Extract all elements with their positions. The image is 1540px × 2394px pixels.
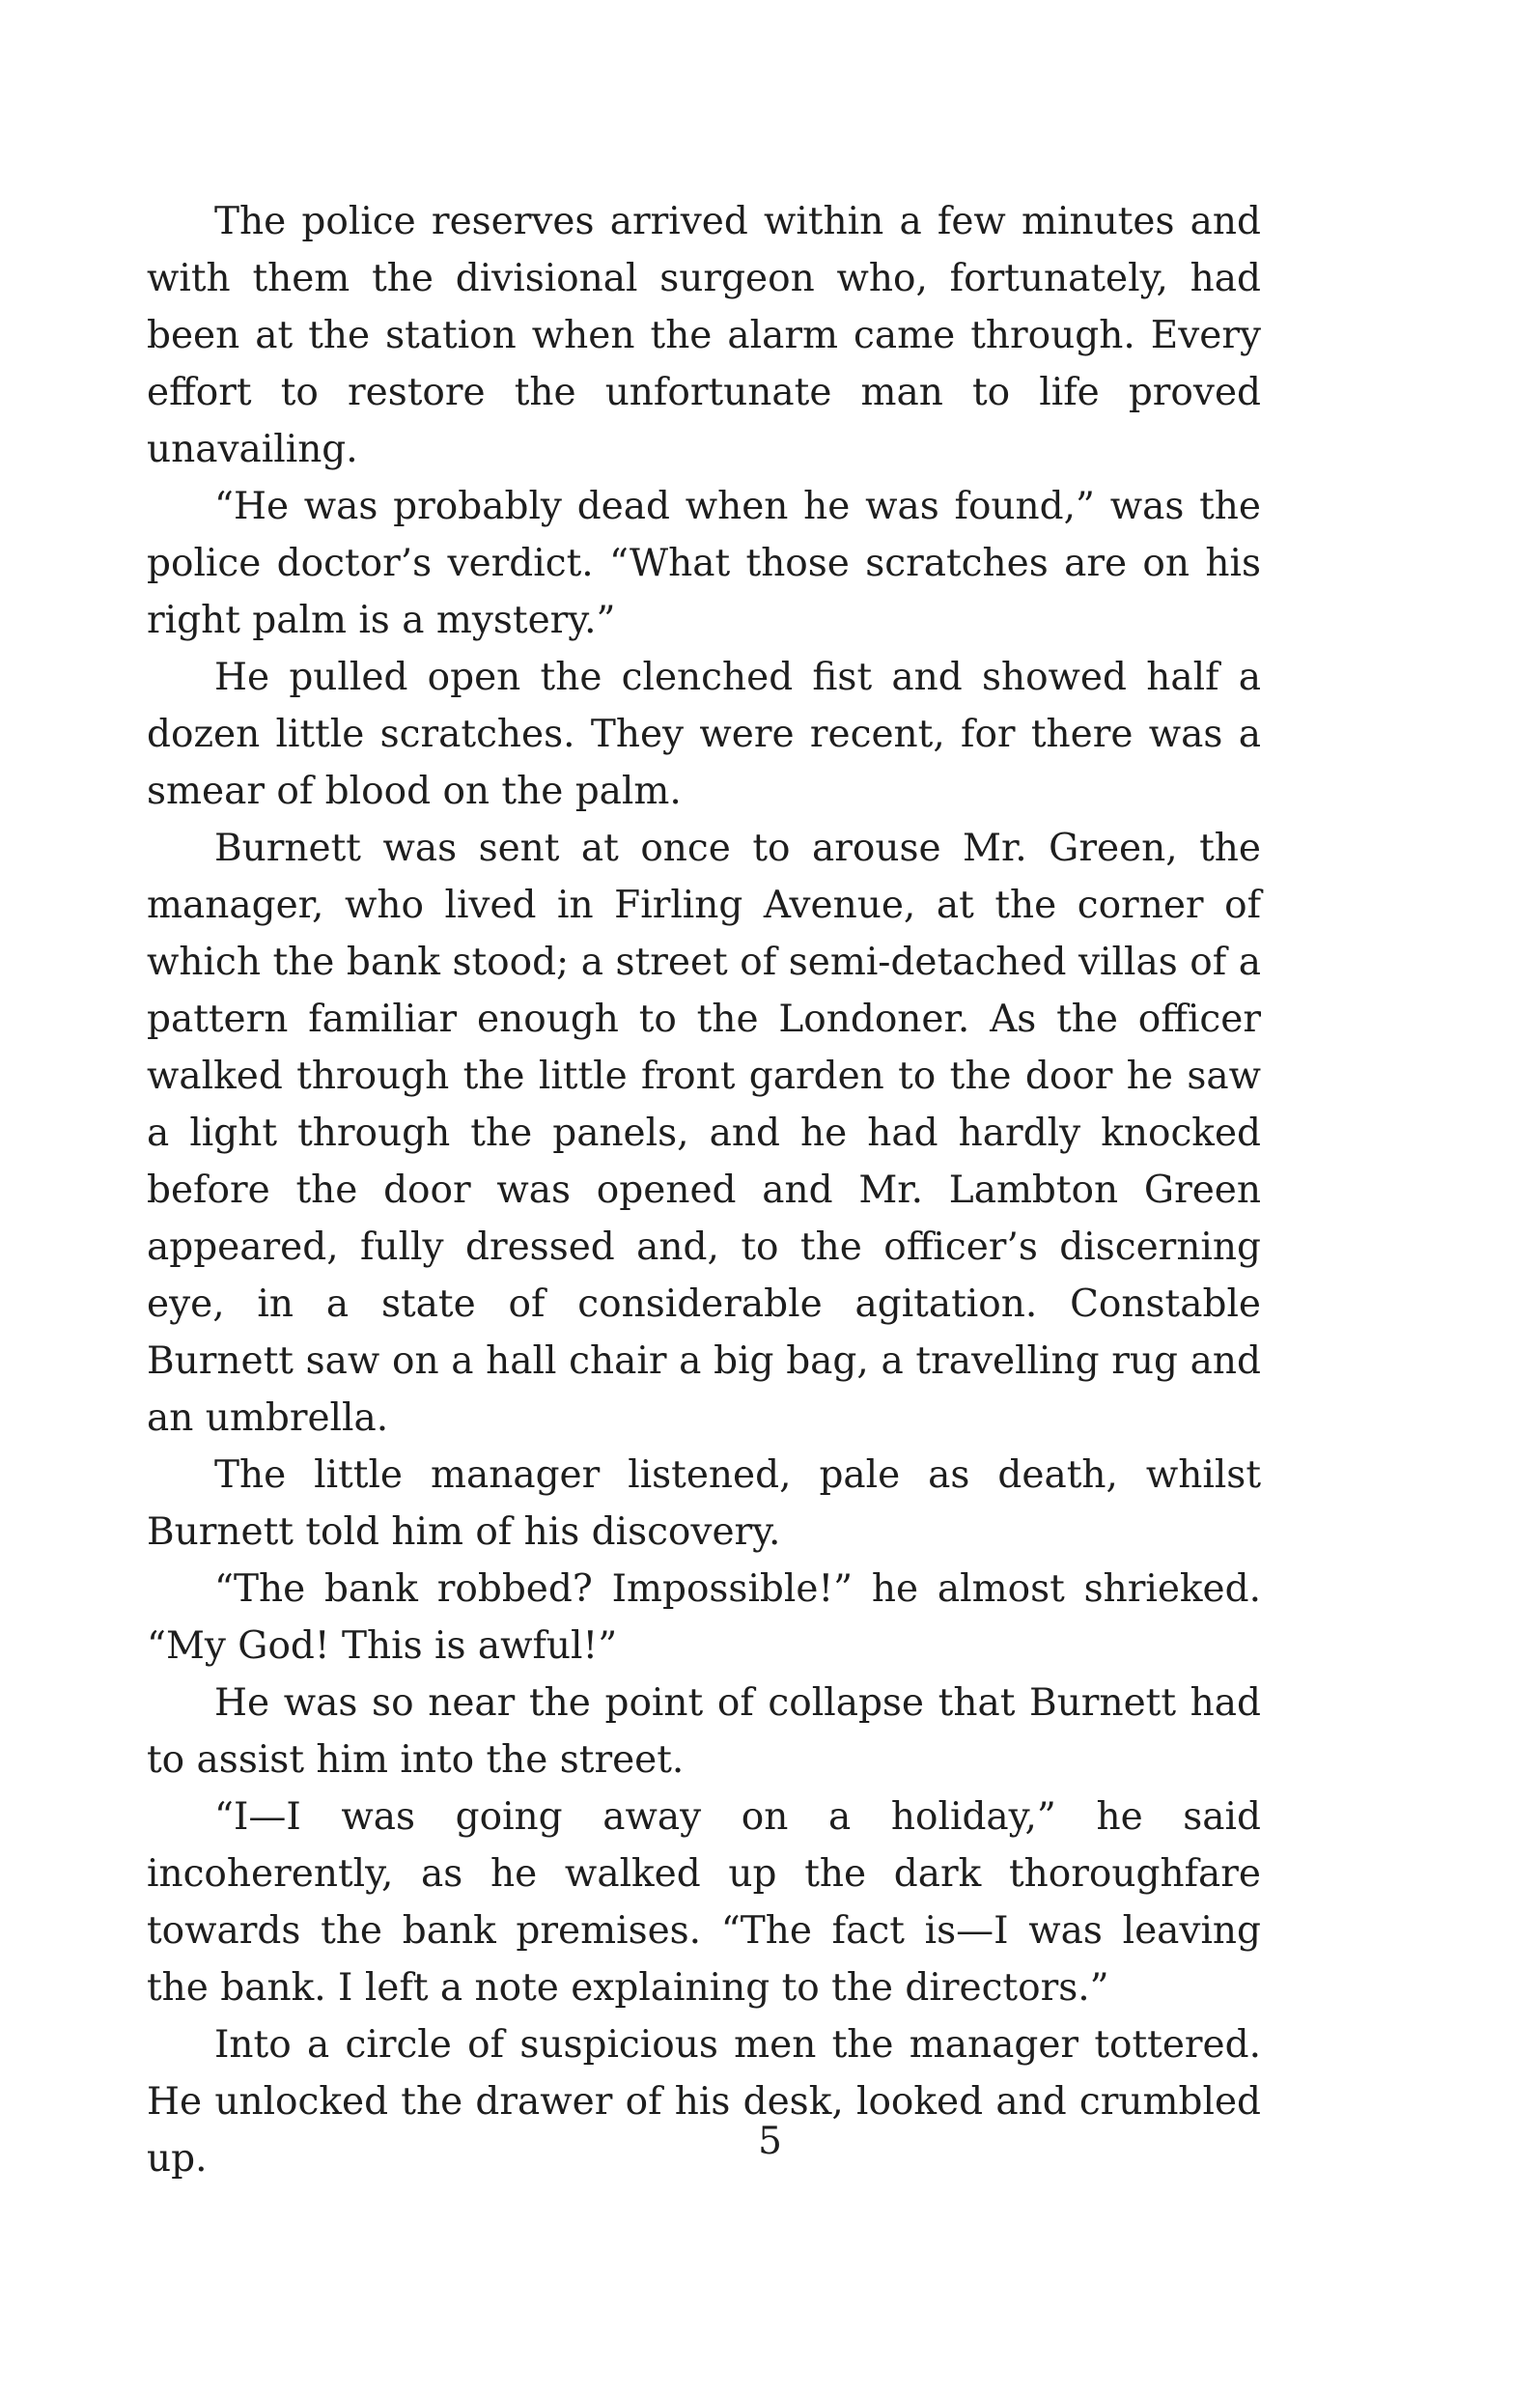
paragraph: “I—I was going away on a holiday,” he said incoherently, as he walked up the dark thoroughfare towards the bank premises. “The fact is—I was leaving the bank. I left a note explaining to the directors.”: [147, 1795, 1261, 2010]
paragraph: He was so near the point of collapse that Burnett had to assist him into the street.: [147, 1681, 1261, 1782]
paragraph: Burnett was sent at once to arouse Mr. Green, the manager, who lived in Firling Avenue, at the corner of which the bank stood; a street of semi-detached villas of a pattern familiar enough to the Londoner. As the officer walked through the little front garden to the door he saw a light through the panels, and he had hardly knocked before the door was opened and Mr. Lambton Green appeared, fully dressed and, to the officer’s discerning eye, in a state of considerable agitation. Constable Burnett saw on a hall chair a big bag, a travelling rug and an umbrella.: [147, 827, 1261, 1440]
body-text: [147, 193, 1261, 2187]
paragraph: Into a circle of suspicious men the manager tottered. He unlocked the drawer of his desk, looked and crumbled up.: [147, 2023, 1261, 2181]
paragraph: The little manager listened, pale as death, whilst Burnett told him of his discovery.: [147, 1453, 1261, 1554]
page-number: 5: [758, 2120, 782, 2163]
paragraph: “The bank robbed? Impossible!” he almost shrieked. “My God! This is awful!”: [147, 1567, 1261, 1668]
paragraph: “He was probably dead when he was found,” was the police doctor’s verdict. “What those scratches are on his right palm is a mystery.”: [147, 485, 1261, 642]
paragraph: The police reserves arrived within a few minutes and with them the divisional surgeon who, fortunately, had been at the station when the alarm came through. Every effort to restore the unfortunate man to life proved unavailing.: [147, 200, 1261, 471]
paragraph: He pulled open the clenched fist and showed half a dozen little scratches. They were recent, for there was a smear of blood on the palm.: [147, 656, 1261, 813]
